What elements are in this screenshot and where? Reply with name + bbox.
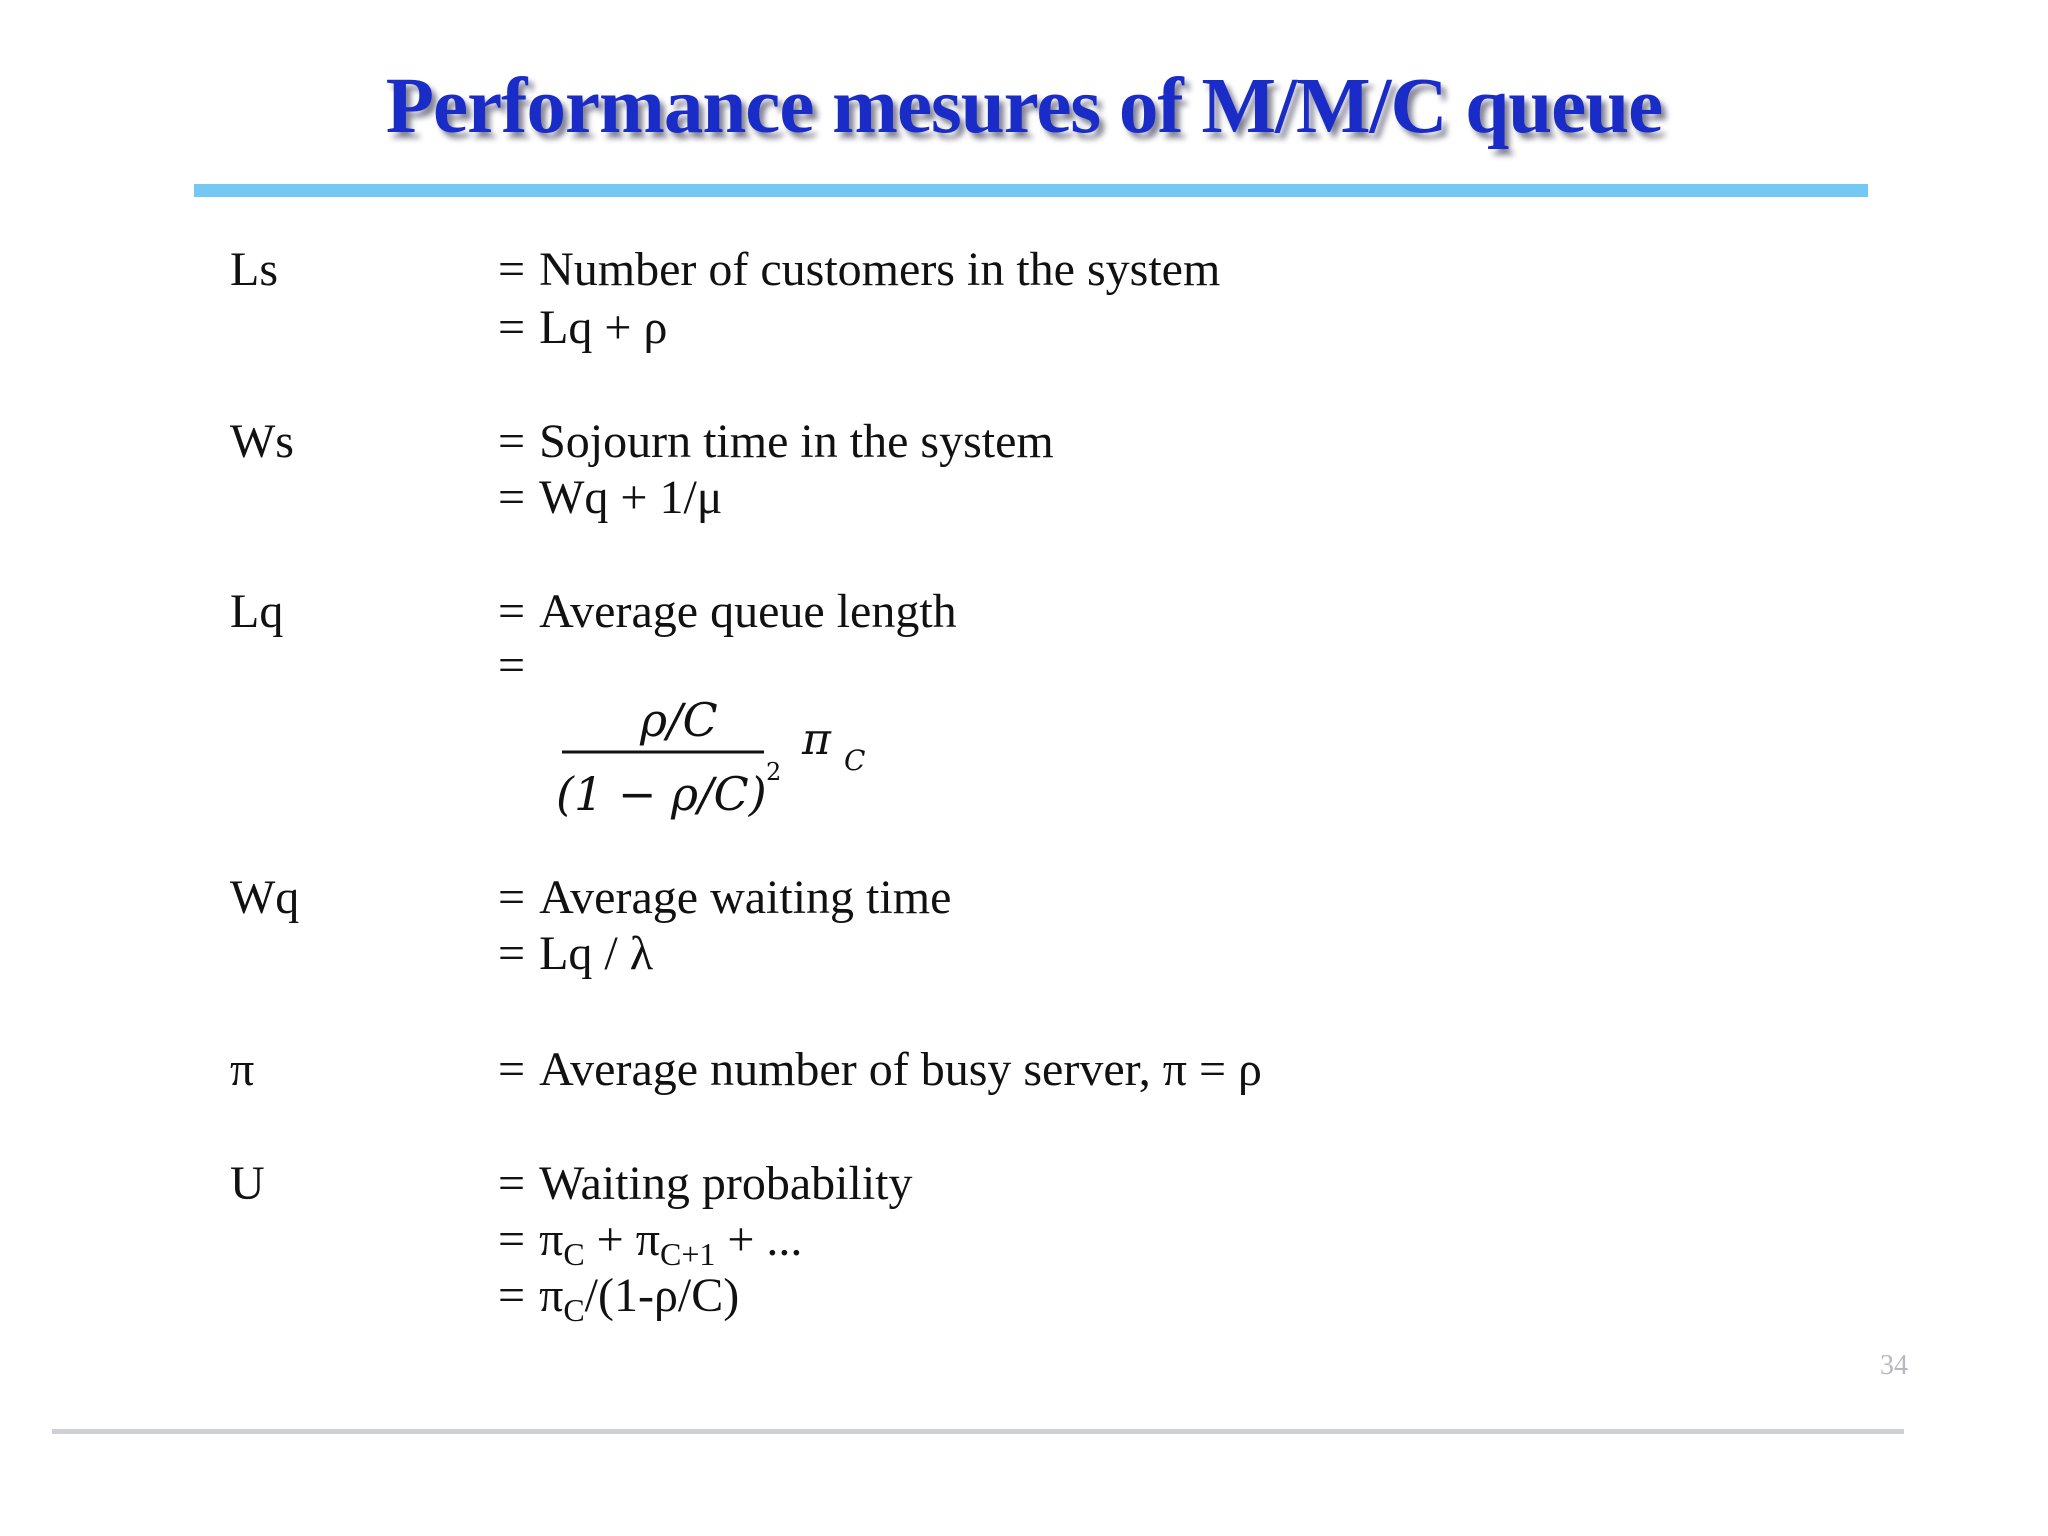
- page-number: 34: [1880, 1350, 1908, 1381]
- pi-definition: [498, 1042, 1262, 1098]
- fraction-denominator: (1 − ρ/C): [556, 767, 767, 821]
- term-pi: π: [230, 1043, 255, 1096]
- subscript-c: C: [563, 1236, 585, 1272]
- pi-symbol: π: [539, 1269, 564, 1322]
- term-ls: Ls: [230, 243, 278, 296]
- sum-tail: + ...: [715, 1213, 803, 1266]
- fraction-numerator: ρ/C: [640, 693, 718, 747]
- equals-sign: =: [498, 585, 526, 638]
- ls-formula-text: Lq + ρ: [539, 301, 668, 354]
- wq-definition: [498, 870, 951, 926]
- wq-formula-text: Lq / λ: [539, 927, 654, 980]
- equals-sign: =: [498, 301, 526, 354]
- ls-definition: [498, 242, 1220, 298]
- ws-formula: [498, 470, 723, 526]
- equals-sign: =: [498, 639, 526, 692]
- closed-formula-tail: /(1-ρ/C): [584, 1269, 740, 1322]
- equals-sign: =: [498, 1157, 526, 1210]
- pi-subscript: C: [844, 744, 866, 777]
- plus-sign: +: [584, 1213, 636, 1266]
- denominator-exponent: 2: [766, 758, 782, 786]
- lq-definition-text: Average queue length: [539, 585, 957, 638]
- pi-symbol: π: [802, 714, 831, 765]
- footer-divider: [52, 1429, 1904, 1434]
- term-lq: Lq: [230, 585, 284, 638]
- equals-sign: =: [498, 871, 526, 924]
- subscript-c: C: [563, 1292, 585, 1328]
- subscript-c-plus-1: C+1: [659, 1236, 716, 1272]
- equals-sign: =: [498, 243, 526, 296]
- lq-definition: [498, 584, 957, 640]
- equals-sign: =: [498, 415, 526, 468]
- slide-title: Performance mesures of M/M/C queue: [385, 63, 1663, 150]
- term-u: U: [230, 1157, 265, 1210]
- lq-fraction-formula: [552, 688, 892, 836]
- equals-sign: =: [498, 1213, 526, 1266]
- lq-equals: [498, 638, 525, 694]
- title-underline: [194, 184, 1868, 197]
- equals-sign: =: [498, 1043, 526, 1096]
- pi-definition-text: Average number of busy server, π = ρ: [539, 1043, 1262, 1096]
- term-wq: Wq: [230, 871, 300, 924]
- u-closed-formula: [498, 1268, 739, 1338]
- pi-symbol: π: [539, 1213, 564, 1266]
- equals-sign: =: [498, 927, 526, 980]
- ls-formula: [498, 300, 667, 356]
- ws-definition-text: Sojourn time in the system: [539, 415, 1054, 468]
- term-ws: Ws: [230, 415, 294, 468]
- ws-formula-text: Wq + 1/μ: [539, 471, 723, 524]
- u-definition: [498, 1156, 912, 1212]
- pi-symbol: π: [635, 1213, 660, 1266]
- wq-formula: [498, 926, 653, 982]
- wq-definition-text: Average waiting time: [539, 871, 952, 924]
- equals-sign: =: [498, 1269, 526, 1322]
- ws-definition: [498, 414, 1054, 470]
- equals-sign: =: [498, 471, 526, 524]
- u-definition-text: Waiting probability: [539, 1157, 913, 1210]
- ls-definition-text: Number of customers in the system: [539, 243, 1221, 296]
